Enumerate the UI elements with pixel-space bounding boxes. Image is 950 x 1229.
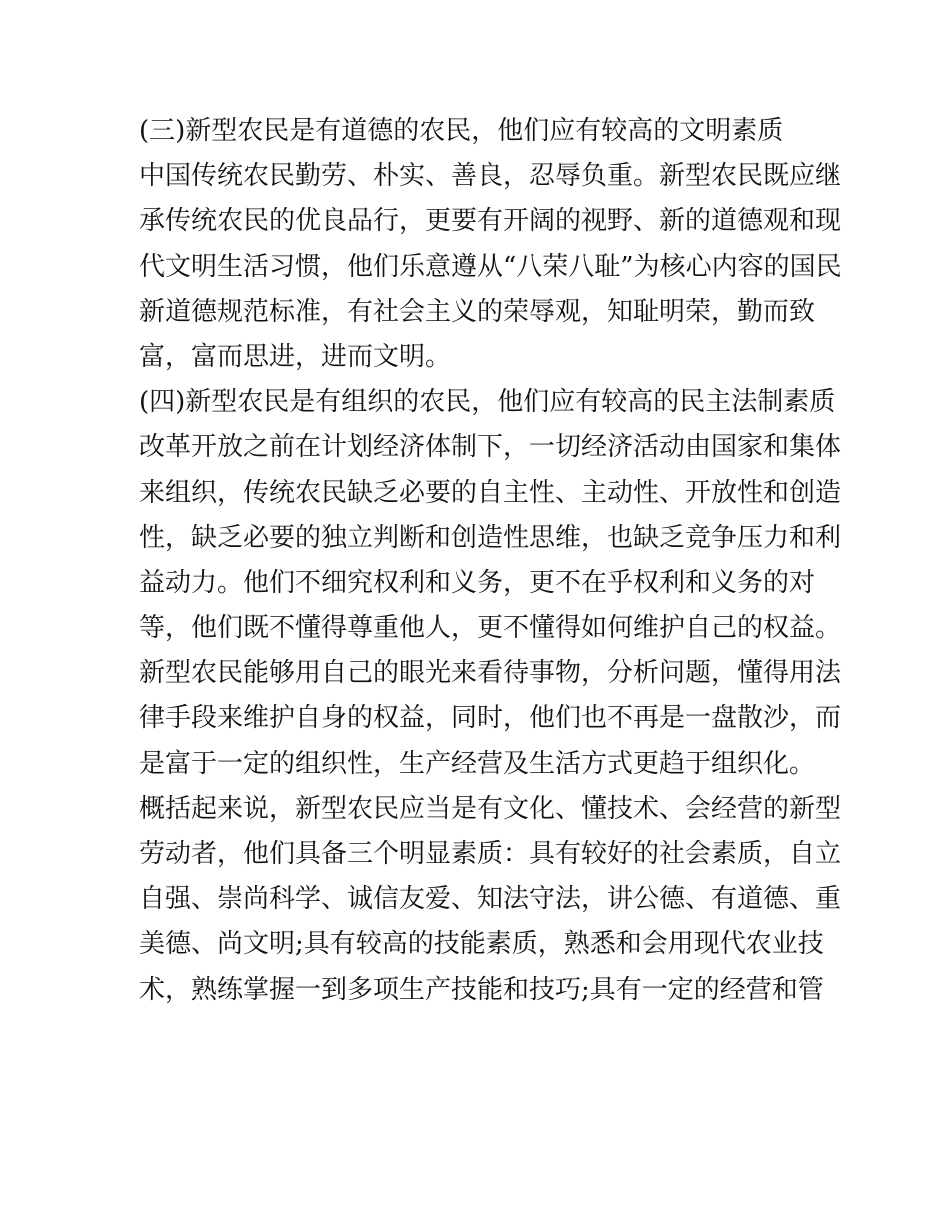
text-line: 是富于一定的组织性，生产经营及生活方式更趋于组织化。 <box>139 748 816 779</box>
text-line: 益动力。他们不细究权利和义务，更不在乎权利和义务的对 <box>139 567 816 598</box>
text-line: 术，熟练掌握一到多项生产技能和技巧;具有一定的经营和管 <box>139 974 824 1005</box>
text-line: 来组织，传统农民缺乏必要的自主性、主动性、开放性和创造 <box>139 477 842 508</box>
text-line: 中国传统农民勤劳、朴实、善良，忍辱负重。新型农民既应继 <box>139 161 842 192</box>
text-line: 代文明生活习惯，他们乐意遵从“八荣八耻”为核心内容的国民 <box>139 251 842 282</box>
text-line: 概括起来说，新型农民应当是有文化、懂技术、会经营的新型 <box>139 793 842 824</box>
text-line: 新道德规范标准，有社会主义的荣辱观，知耻明荣，勤而致 <box>139 296 816 327</box>
section-heading-4: (四)新型农民是有组织的农民，他们应有较高的民主法制素质 <box>139 387 836 418</box>
text-line: 新型农民能够用自己的眼光来看待事物，分析问题，懂得用法 <box>139 658 842 689</box>
text-line: 律手段来维护自身的权益，同时，他们也不再是一盘散沙，而 <box>139 703 842 734</box>
text-line: 等，他们既不懂得尊重他人，更不懂得如何维护自己的权益。 <box>139 613 842 644</box>
body-text <box>139 109 842 1013</box>
text-line: 改革开放之前在计划经济体制下，一切经济活动由国家和集体 <box>139 432 842 463</box>
text-line: 自强、崇尚科学、诚信友爱、知法守法，讲公德、有道德、重 <box>139 884 842 915</box>
text-line: 美德、尚文明;具有较高的技能素质，熟悉和会用现代农业技 <box>139 929 824 960</box>
section-heading-3: (三)新型农民是有道德的农民，他们应有较高的文明素质 <box>139 116 784 146</box>
text-line: 富，富而思进，进而文明。 <box>139 341 452 372</box>
text-line: 劳动者，他们具备三个明显素质：具有较好的社会素质，自立 <box>139 839 842 869</box>
text-line: 性，缺乏必要的独立判断和创造性思维，也缺乏竞争压力和利 <box>139 522 842 553</box>
text-line: 承传统农民的优良品行，更要有开阔的视野、新的道德观和现 <box>139 206 842 237</box>
